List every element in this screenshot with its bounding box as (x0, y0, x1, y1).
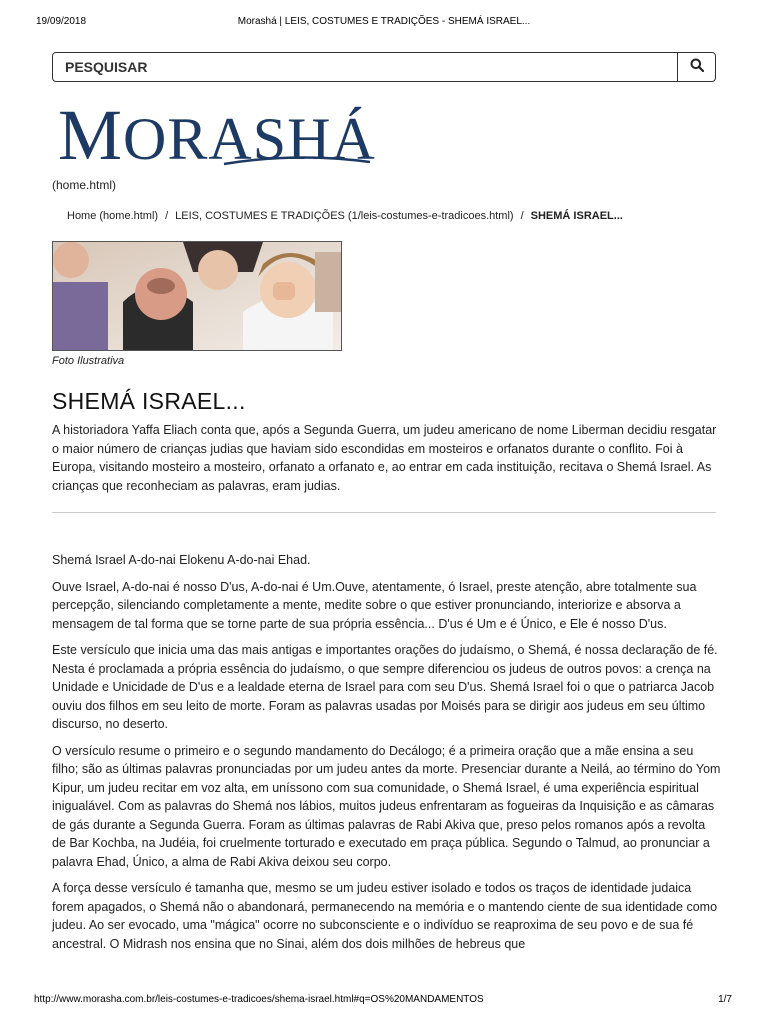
home-link[interactable]: (home.html) (52, 178, 117, 192)
print-header (0, 16, 768, 30)
search-input[interactable] (53, 53, 679, 81)
article-body (52, 551, 722, 961)
search-bar (52, 52, 716, 82)
article-paragraph: Shemá Israel A-do-nai Elokenu A-do-nai Ehad. (52, 553, 311, 567)
print-page-title: Morashá | LEIS, COSTUMES E TRADIÇÕES - SHEMÁ ISRAEL... (237, 16, 531, 27)
logo-swoosh (222, 154, 372, 168)
article-title: SHEMÁ ISRAEL... (52, 388, 246, 414)
breadcrumb-home[interactable]: Home (home.html) (67, 210, 159, 222)
article-intro: A historiadora Yaffa Eliach conta que, após a Segunda Guerra, um judeu americano de nome Liberman decidiu resgatar o maior número de crianças judias que haviam sido escondidas em mosteiros e orfanatos durante o conflito. Foi à Europa, visitando mosteiro a mosteiro, orfanato a orfanato e, ao entrar em cada instituição, recitava o Shemá Israel. As crianças que reconheciam as palavras, eram judias. (52, 423, 717, 493)
article-paragraph: Ouve Israel, A-do-nai é nosso D'us, A-do-nai é Um.Ouve, atentamente, ó Israel, preste atenção, abre totalmente sua percepção, silenciando completamente a mente, medite sobre o que estiver pronunciando, interiorize e absorva a mensagem de tal forma que se torne parte de sua própria essência... D'us é Um e é Único, e Ele é nosso D'us. (52, 579, 697, 631)
divider (52, 512, 716, 513)
breadcrumb-separator: / (520, 210, 524, 222)
print-url: http://www.morasha.com.br/leis-costumes-e-tradicoes/shema-israel.html#q=OS%20MANDAMENTOS (34, 994, 484, 1005)
breadcrumb-separator: / (165, 210, 169, 222)
print-footer (0, 994, 768, 1008)
morasha-logo[interactable]: MORASHÁ (58, 95, 376, 175)
search-icon (690, 58, 704, 77)
breadcrumb-category[interactable]: LEIS, COSTUMES E TRADIÇÕES (1/leis-costumes-e-tradicoes.html) (175, 210, 514, 222)
article-paragraph: A força desse versículo é tamanha que, mesmo se um judeu estiver isolado e todos os traços de identidade judaica forem apagados, o Shemá não o abandonará, permanecendo na memória e o mantendo ciente de sua identidade como judeu. Ao ser evocado, uma "mágica" ocorre no subconsciente e o indivíduo se reaproxima de seu povo e de sua fé ancestral. O Midrash nos ensina que no Sinai, além dos dois milhões de hebreus que (52, 881, 718, 951)
breadcrumb-current: SHEMÁ ISRAEL... (530, 210, 623, 222)
search-button[interactable] (677, 53, 715, 81)
photo-caption: Foto Ilustrativa (52, 355, 125, 367)
article-paragraph: Este versículo que inicia uma das mais antigas e importantes orações do judaísmo, o Shemá, é nossa declaração de fé. Nesta é proclamada a própria essência do judaísmo, o que sempre diferenciou os judeus de outros povos: a crença na Unidade e Unicidade de D'us e a lealdade eterna de Israel para com seu D'us. Shemá Israel foi o que o patriarca Jacob ouviu dos filhos em seu leito de morte. Foram as palavras usadas por Moisés para se dirigir aos judeus em seu último discurso, no deserto. (52, 643, 718, 731)
page-counter: 1/7 (718, 994, 732, 1005)
print-date: 19/09/2018 (36, 16, 87, 27)
article-paragraph: O versículo resume o primeiro e o segundo mandamento do Decálogo; é a primeira oração que a mãe ensina a seu filho; são as últimas palavras pronunciadas por um judeu antes da morte. Presenciar durante a Neilá, ao término do Yom Kipur, um judeu recitar em voz alta, em uníssono com sua comunidade, o Shemá Israel, é uma experiência espiritual inigualável. Com as palavras do Shemá nos lábios, muitos judeus enfrentaram as fogueiras da Inquisição e as câmaras de gás durante a Segunda Guerra. Foram as últimas palavras de Rabi Akiva que, preso pelos romanos após a revolta de Bar Kochba, na Judéia, foi cruelmente torturado e executado em praça pública. Segundo o Talmud, ao pronunciar a palavra Ehad, Único, a alma de Rabi Akiva deixou seu corpo. (52, 743, 721, 869)
breadcrumb (67, 210, 623, 222)
article-photo (52, 241, 342, 351)
